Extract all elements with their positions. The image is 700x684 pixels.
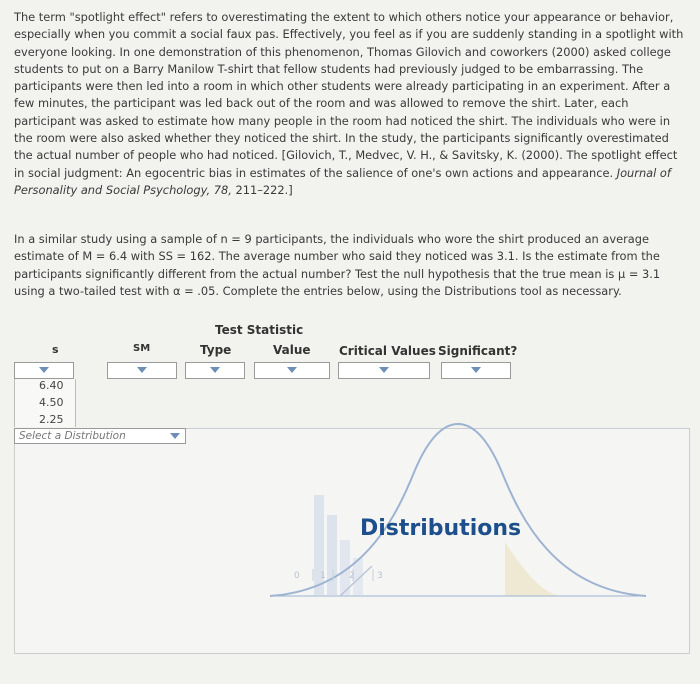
tail-region <box>505 542 560 596</box>
header-value: Value <box>273 343 311 357</box>
header-sm: SM <box>133 343 151 354</box>
journal-name: Journal of Personality and Social Psychology, 78, <box>14 165 671 197</box>
axis-tick-label: 3 <box>377 571 383 581</box>
axis-tick-label: 2 <box>349 571 355 581</box>
axis-tick-label: 0 <box>294 571 300 581</box>
problem-paragraph-2: In a similar study using a sample of n = 9 participants, the individuals who wore the shirt produced an average estimate of M = 6.4 with SS = 162. The average number who said they noticed was 3.1. Is the estimate from the participants significantly different from the actual number? Test the null hypothesis that the true mean is μ = 3.1 using a two-tailed test with α = .05. Complete the entries below, using the Distributions tool as necessary. <box>14 232 661 298</box>
distributions-title: Distributions <box>360 516 522 541</box>
chevron-down-icon <box>170 433 180 439</box>
header-test-statistic: Test Statistic <box>215 323 304 337</box>
paragraph-1-end: 211–222.] <box>231 182 293 197</box>
s-option[interactable]: 2.25 <box>39 413 64 426</box>
s-option[interactable]: 6.40 <box>39 379 64 392</box>
header-s: s <box>52 343 59 356</box>
distribution-select-placeholder: Select a Distribution <box>19 430 126 442</box>
s-option[interactable]: 4.50 <box>39 396 64 409</box>
paragraph-1-text: The term "spotlight effect" refers to overestimating the extent to which others notice your appearance or behavior, especially when you commit a social faux pas. Effectively, you feel as if you are suddenly standing in a spotlight with everyone looking. In one demonstration of this phenomenon, Thomas Gilovich and coworkers (2000) asked college students to put on a Barry Manilow T-shirt that fellow students had previously judged to be embarrassing. The participants were then led into a room in which other students were already participating in an experiment. After a few minutes, the participant was led back out of the room and was allowed to remove the shirt. Later, each participant was asked to estimate how many people in the room had noticed the shirt. The individuals who were in the room were also asked whether they noticed the shirt. In the study, the participants significantly overestimated the actual number of people who had noticed. [Gilovich, T., Medvec, V. H., & Savitsky, K. (2000). The spotlight effect in social judgment: An egocentric bias in estimates of the salience of one's own actions and appearance. <box>14 10 684 180</box>
distribution-select[interactable] <box>14 428 186 444</box>
axis-tick-label: 1 <box>320 571 326 581</box>
faded-bar <box>327 515 337 595</box>
header-significant: Significant? <box>438 344 518 358</box>
header-critical-values: Critical Values <box>339 344 436 358</box>
normal-curve <box>270 424 646 596</box>
header-type: Type <box>200 343 232 357</box>
